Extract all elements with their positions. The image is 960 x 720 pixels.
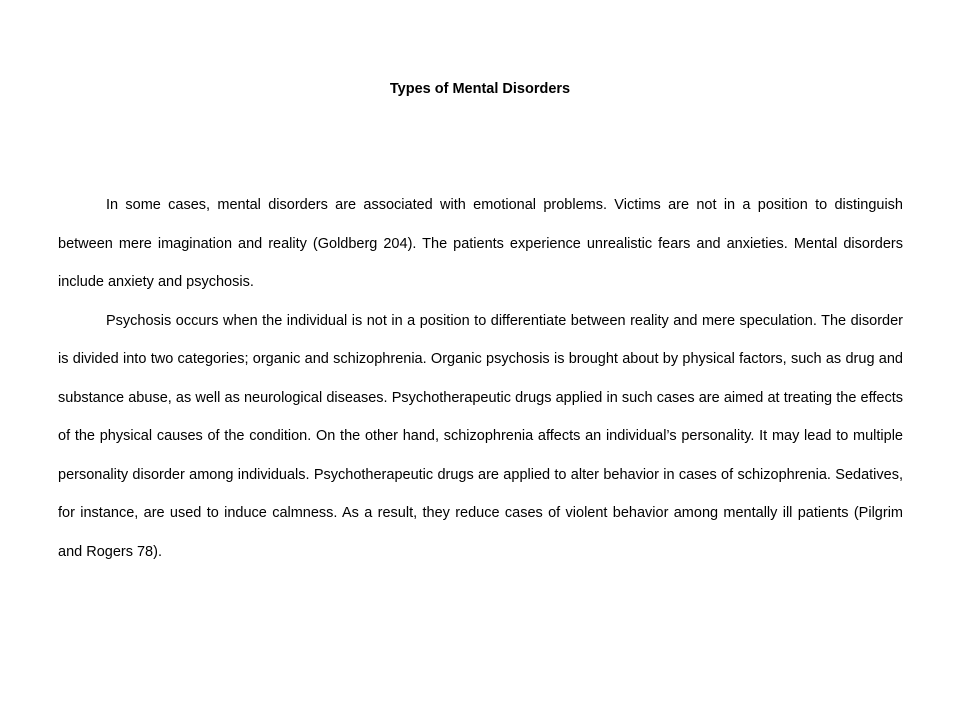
paragraph-intro: In some cases, mental disorders are associated with emotional problems. Victims are not in a position to distinguish between mere imagination and reality (Goldberg 204). The patients experience unrealistic fears and anxieties. Mental disorders include anxiety and psychosis. [58,197,903,290]
paragraph-psychosis: Psychosis occurs when the individual is not in a position to differentiate between reality and mere speculation. The disorder is divided into two categories; organic and schizophrenia. Organic psychosis is brought about by physical factors, such as drug and substance abuse, as well as neurological diseases. Psychotherapeutic drugs applied in such cases are aimed at treating the effects of the physical causes of the condition. On the other hand, schizophrenia affects an individual’s personality. It may lead to multiple personality disorder among individuals. Psychotherapeutic drugs are applied to alter behavior in cases of schizophrenia. Sedatives, for instance, are used to induce calmness. As a result, they reduce cases of violent behavior among mentally ill patients (Pilgrim and Rogers 78). [58,312,903,560]
document-title: Types of Mental Disorders [389,81,571,97]
document-body [58,186,903,571]
